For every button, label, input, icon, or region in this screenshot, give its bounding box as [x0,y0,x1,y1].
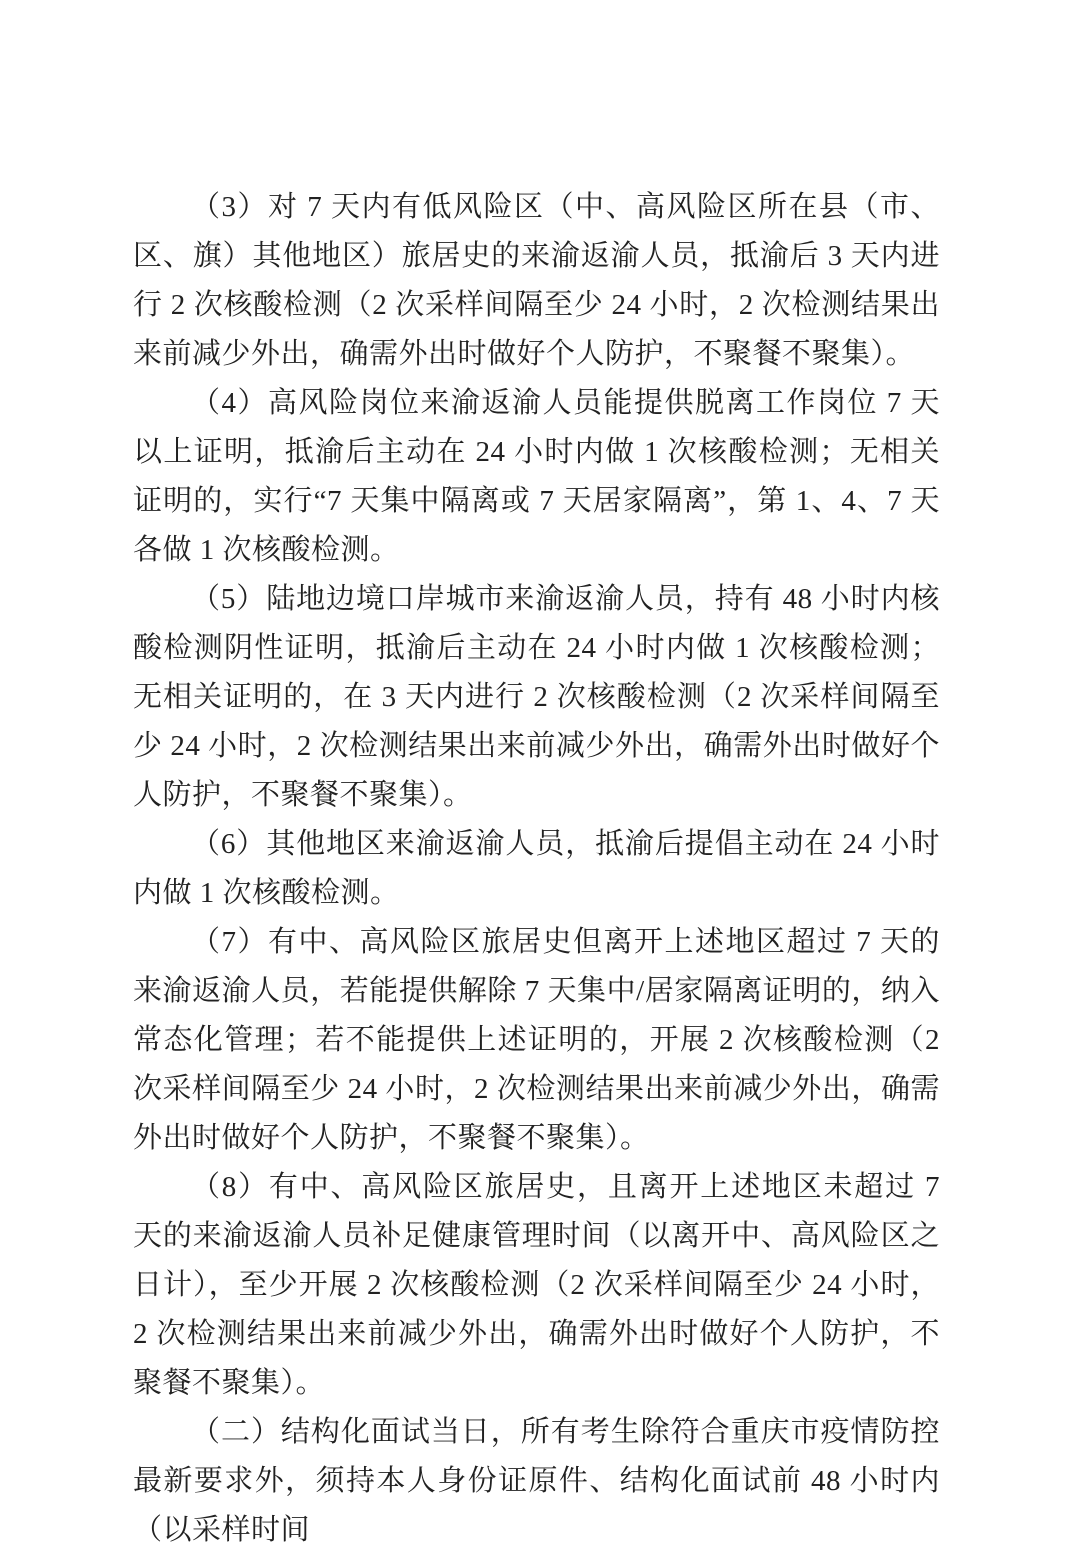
paragraph-item-8: （8）有中、高风险区旅居史，且离开上述地区未超过 7 天的来渝返渝人员补足健康管理时间（以离开中、高风险区之日计），至少开展 2 次核酸检测（2 次采样间隔至少 24 小时，2 次检测结果出来前减少外出，确需外出时做好个人防护，不聚餐不聚集）。 [133,1171,940,1399]
document-text-block [133,183,940,1555]
paragraph-item-4: （4）高风险岗位来渝返渝人员能提供脱离工作岗位 7 天以上证明，抵渝后主动在 24 小时内做 1 次核酸检测；无相关证明的，实行“7 天集中隔离或 7 天居家隔离”，第 1、4、7 天各做 1 次核酸检测。 [133,387,940,566]
paragraph-section-2: （二）结构化面试当日，所有考生除符合重庆市疫情防控最新要求外，须持本人身份证原件、结构化面试前 48 小时内（以采样时间 [133,1416,940,1546]
paragraph-item-3: （3）对 7 天内有低风险区（中、高风险区所在县（市、区、旗）其他地区）旅居史的来渝返渝人员，抵渝后 3 天内进行 2 次核酸检测（2 次采样间隔至少 24 小时，2 次检测结果出来前减少外出，确需外出时做好个人防护，不聚餐不聚集）。 [133,191,940,370]
paragraph-item-7: （7）有中、高风险区旅居史但离开上述地区超过 7 天的来渝返渝人员，若能提供解除 7 天集中/居家隔离证明的，纳入常态化管理；若不能提供上述证明的，开展 2 次核酸检测（2 次采样间隔至少 24 小时，2 次检测结果出来前减少外出，确需外出时做好个人防护，不聚餐不聚集）。 [133,926,940,1154]
paragraph-item-5: （5）陆地边境口岸城市来渝返渝人员，持有 48 小时内核酸检测阴性证明，抵渝后主动在 24 小时内做 1 次核酸检测；无相关证明的，在 3 天内进行 2 次核酸检测（2 次采样间隔至少 24 小时，2 次检测结果出来前减少外出，确需外出时做好个人防护，不聚餐不聚集）。 [133,583,940,811]
paragraph-item-6: （6）其他地区来渝返渝人员，抵渝后提倡主动在 24 小时内做 1 次核酸检测。 [133,828,940,909]
